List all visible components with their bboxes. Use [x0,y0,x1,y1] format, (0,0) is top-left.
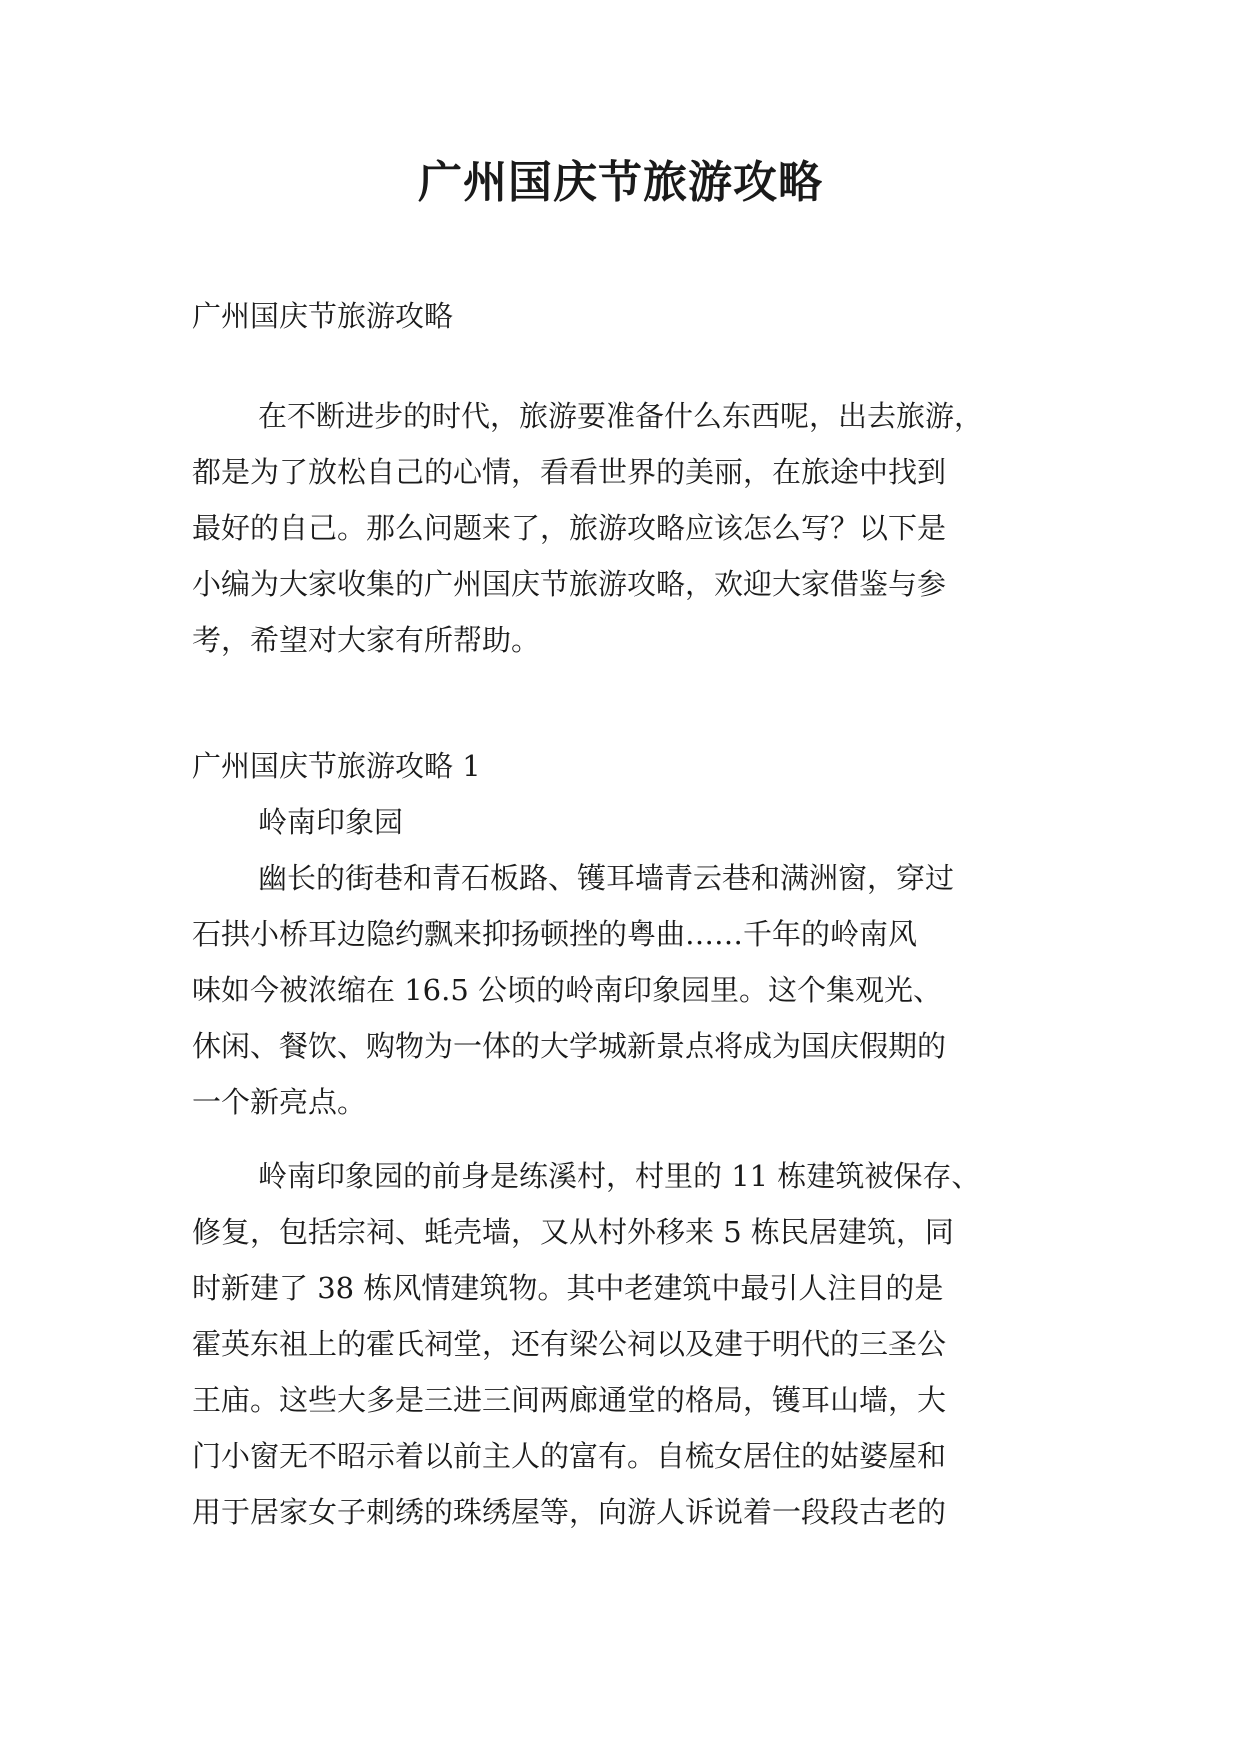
paragraph-line: 味如今被浓缩在 16.5 公顷的岭南印象园里。这个集观光、 [192,973,943,1007]
paragraph-line: 石拱小桥耳边隐约飘来抑扬顿挫的粤曲……千年的岭南风 [192,917,918,951]
intro-line: 考，希望对大家有所帮助。 [192,623,541,657]
paragraph-line: 一个新亮点。 [192,1085,367,1119]
paragraph-line: 幽长的街巷和青石板路、镬耳墙青云巷和满洲窗，穿过 [258,861,955,895]
document-subtitle: 广州国庆节旅游攻略 [192,299,454,333]
paragraph-line: 休闲、餐饮、购物为一体的大学城新景点将成为国庆假期的 [192,1029,947,1063]
intro-line: 在不断进步的时代，旅游要准备什么东西呢，出去旅游， [258,399,984,433]
paragraph-line: 用于居家女子刺绣的珠绣屋等，向游人诉说着一段段古老的 [192,1495,947,1529]
paragraph-line: 霍英东祖上的霍氏祠堂，还有梁公祠以及建于明代的三圣公 [192,1327,947,1361]
intro-line: 小编为大家收集的广州国庆节旅游攻略，欢迎大家借鉴与参 [192,567,947,601]
intro-line: 最好的自己。那么问题来了，旅游攻略应该怎么写？以下是 [192,511,947,545]
section-heading: 广州国庆节旅游攻略 1 [192,749,481,783]
paragraph-line: 王庙。这些大多是三进三间两廊通堂的格局，镬耳山墙，大 [192,1383,947,1417]
paragraph-line: 岭南印象园的前身是练溪村，村里的 11 栋建筑被保存、 [258,1159,981,1193]
document-title: 广州国庆节旅游攻略 [418,157,823,208]
intro-line: 都是为了放松自己的心情，看看世界的美丽，在旅途中找到 [192,455,947,489]
paragraph-line: 时新建了 38 栋风情建筑物。其中老建筑中最引人注目的是 [192,1271,944,1305]
paragraph-line: 门小窗无不昭示着以前主人的富有。自梳女居住的姑婆屋和 [192,1439,947,1473]
place-name: 岭南印象园 [258,805,404,839]
paragraph-line: 修复，包括宗祠、蚝壳墙，又从村外移来 5 栋民居建筑，同 [192,1215,954,1249]
